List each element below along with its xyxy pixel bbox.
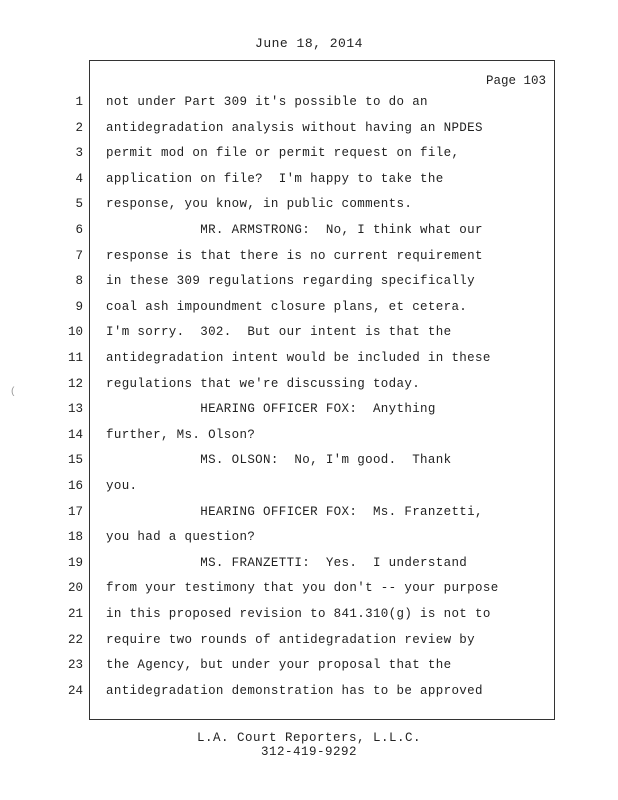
line-number: 24 (67, 683, 83, 698)
line-number: 17 (67, 504, 83, 519)
line-number: 7 (75, 248, 83, 263)
line-number: 19 (67, 555, 83, 570)
transcript-line: in this proposed revision to 841.310(g) is not to (106, 607, 491, 621)
line-number: 4 (75, 171, 83, 186)
transcript-line: from your testimony that you don't -- your purpose (106, 581, 499, 596)
line-number: 3 (75, 146, 83, 161)
transcript-line: require two rounds of antidegradation review by (106, 632, 476, 647)
line-number: 21 (67, 607, 83, 621)
transcript-line: coal ash impoundment closure plans, et cetera. (106, 299, 468, 314)
transcript-line: response, you know, in public comments. (106, 197, 413, 212)
transcript-line: antidegradation analysis without having an NPDES (106, 120, 483, 135)
line-number: 2 (75, 120, 83, 135)
transcript-line: regulations that we're discussing today. (106, 376, 421, 391)
header-date: June 18, 2014 (255, 36, 363, 51)
scan-mark: ( (10, 387, 17, 398)
footer-reporter: L.A. Court Reporters, L.L.C. (196, 731, 422, 745)
transcript-line: I'm sorry. 302. But our intent is that the (106, 325, 452, 340)
transcript-line: antidegradation demonstration has to be approved (106, 683, 483, 698)
line-number: 10 (67, 325, 83, 340)
line-number: 16 (67, 479, 83, 493)
transcript-line: MR. ARMSTRONG: No, I think what our (106, 223, 483, 237)
line-number: 5 (75, 197, 83, 212)
line-number: 1 (75, 95, 83, 109)
line-number: 20 (67, 581, 83, 596)
transcript-line: HEARING OFFICER FOX: Ms. Franzetti, (106, 504, 483, 519)
transcript-line: in these 309 regulations regarding specifically (106, 274, 476, 289)
line-number: 14 (67, 427, 83, 442)
line-number: 23 (67, 658, 83, 673)
transcript-line: you. (106, 479, 138, 493)
transcript-line: application on file? I'm happy to take the (106, 171, 444, 186)
transcript-line: antidegradation intent would be included in these (106, 351, 491, 365)
transcript-line: HEARING OFFICER FOX: Anything (106, 402, 436, 417)
transcript-line: MS. FRANZETTI: Yes. I understand (106, 555, 468, 570)
line-number: 12 (67, 376, 83, 391)
line-number: 13 (67, 402, 83, 417)
line-number: 22 (67, 632, 83, 647)
line-number: 6 (75, 223, 83, 237)
page-number: Page 103 (485, 74, 546, 88)
line-number: 9 (75, 299, 83, 314)
footer-phone: 312-419-9292 (260, 745, 357, 759)
transcript-line: the Agency, but under your proposal that the (106, 658, 452, 673)
line-number: 8 (75, 274, 83, 289)
transcript-line: you had a question? (106, 530, 256, 545)
line-number: 11 (67, 351, 83, 365)
transcript-line: response is that there is no current requirement (106, 248, 483, 263)
line-number: 18 (67, 530, 83, 545)
transcript-line: MS. OLSON: No, I'm good. Thank (106, 453, 452, 468)
transcript-line: not under Part 309 it's possible to do an (106, 95, 428, 109)
line-number: 15 (67, 453, 83, 468)
transcript-line: permit mod on file or permit request on file, (106, 146, 460, 161)
transcript-line: further, Ms. Olson? (106, 427, 256, 442)
